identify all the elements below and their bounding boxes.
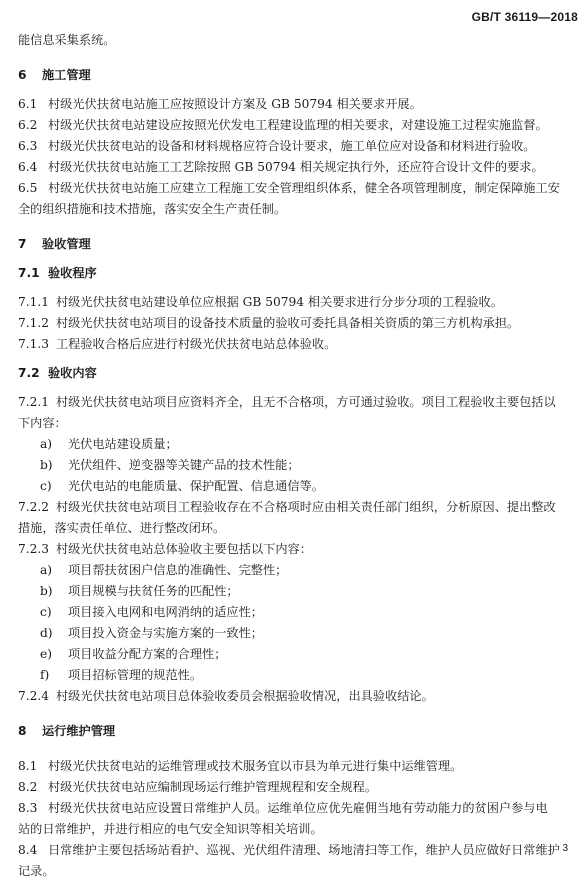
clause-text: 村级光伏扶贫电站建设单位应根据 GB 50794 相关要求进行分步分项的工程验收。 <box>56 295 503 309</box>
clause-text: 工程验收合格后应进行村级光伏扶贫电站总体验收。 <box>56 337 337 351</box>
clause-number: 7.2.3 <box>18 542 50 556</box>
clause-7-2-1-continued: 下内容： <box>18 416 67 430</box>
clause-text: 村级光伏扶贫电站应编制现场运行维护管理规程和安全规程。 <box>48 780 378 794</box>
clause-7-2-1 <box>18 392 578 413</box>
list-text: 项目接入电网和电网消纳的适应性； <box>68 605 263 619</box>
list-item <box>18 623 578 644</box>
list-text: 光伏电站建设质量； <box>68 437 178 451</box>
clause-text: 村级光伏扶贫电站总体验收主要包括以下内容： <box>56 542 312 556</box>
clause-text: 村级光伏扶贫电站项目应资料齐全，且无不合格项，方可通过验收。项目工程验收主要包括以 <box>56 395 556 409</box>
section-8-heading <box>18 721 578 742</box>
list-label: b) <box>40 458 53 472</box>
subsection-title: 验收内容 <box>48 366 97 380</box>
clause-number: 7.1.3 <box>18 337 50 351</box>
clause-text: 日常维护主要包括场站看护、巡视、光伏组件清理、场地清扫等工作，维护人员应做好日常维护 <box>48 843 560 857</box>
clause-number: 7.2.1 <box>18 395 50 409</box>
clause-8-1 <box>18 756 578 777</box>
section-6-heading <box>18 65 578 86</box>
clause-number: 8.2 <box>18 780 38 794</box>
clause-text: 村级光伏扶贫电站施工应按照设计方案及 GB 50794 相关要求开展。 <box>48 97 422 111</box>
clause-number: 6.2 <box>18 118 38 132</box>
list-label: e) <box>40 647 52 661</box>
subsection-number: 7.2 <box>18 366 40 380</box>
subsection-title: 验收程序 <box>48 266 97 280</box>
clause-text: 村级光伏扶贫电站建设应按照光伏发电工程建设监理的相关要求，对建设施工过程实施监督。 <box>48 118 548 132</box>
clause-number: 7.1.2 <box>18 316 50 330</box>
list-item <box>18 455 578 476</box>
list-item <box>18 476 578 497</box>
clause-7-2-2 <box>18 497 578 518</box>
clause-number: 6.5 <box>18 181 38 195</box>
list-item <box>18 602 578 623</box>
clause-6-5-continued: 全的组织措施和技术措施，落实安全生产责任制。 <box>18 202 287 216</box>
list-item <box>18 434 578 455</box>
clause-text: 村级光伏扶贫电站应设置日常维护人员。运维单位应优先雇佣当地有劳动能力的贫困户参与电 <box>48 801 548 815</box>
intro-line: 能信息采集系统。 <box>18 33 116 47</box>
clause-number: 8.3 <box>18 801 38 815</box>
clause-6-5 <box>18 178 578 199</box>
section-title: 施工管理 <box>42 68 91 82</box>
list-item <box>18 644 578 665</box>
clause-7-1-2 <box>18 313 578 334</box>
list-text: 项目投入资金与实施方案的一致性； <box>68 626 263 640</box>
list-text: 光伏组件、逆变器等关键产品的技术性能； <box>68 458 300 472</box>
clause-6-2 <box>18 115 578 136</box>
subsection-7-2-heading <box>18 363 578 384</box>
clause-8-2 <box>18 777 578 798</box>
clause-text: 村级光伏扶贫电站的运维管理或技术服务宜以市县为单元进行集中运维管理。 <box>48 759 463 773</box>
list-label: c) <box>40 605 52 619</box>
list-item <box>18 581 578 602</box>
clause-number: 7.2.4 <box>18 689 50 703</box>
clause-6-3 <box>18 136 578 157</box>
list-text: 项目帮扶贫困户信息的准确性、完整性； <box>68 563 288 577</box>
clause-7-1-3 <box>18 334 578 355</box>
section-number: 6 <box>18 68 27 82</box>
subsection-7-1-heading <box>18 263 578 284</box>
clause-8-3-continued: 站的日常维护，并进行相应的电气安全知识等相关培训。 <box>18 822 323 836</box>
list-text: 项目收益分配方案的合理性； <box>68 647 227 661</box>
clause-number: 6.4 <box>18 160 38 174</box>
clause-text: 村级光伏扶贫电站项目的设备技术质量的验收可委托具备相关资质的第三方机构承担。 <box>56 316 520 330</box>
clause-6-1 <box>18 94 578 115</box>
list-text: 项目招标管理的规范性。 <box>68 668 203 682</box>
clause-8-4-continued: 记录。 <box>18 864 55 878</box>
clause-8-3 <box>18 798 578 819</box>
clause-number: 8.1 <box>18 759 38 773</box>
standard-code: GB/T 36119—2018 <box>471 10 578 24</box>
section-7-heading <box>18 234 578 255</box>
clause-7-1-1 <box>18 292 578 313</box>
clause-7-2-4 <box>18 686 578 707</box>
clause-7-2-2-continued: 措施，落实责任单位、进行整改闭环。 <box>18 521 226 535</box>
section-title: 运行维护管理 <box>42 724 116 738</box>
list-label: f) <box>40 668 50 682</box>
clause-text: 村级光伏扶贫电站施工工艺除按照 GB 50794 相关规定执行外，还应符合设计文件的要求。 <box>48 160 544 174</box>
subsection-number: 7.1 <box>18 266 40 280</box>
list-text: 项目规模与扶贫任务的匹配性； <box>68 584 239 598</box>
list-item <box>18 560 578 581</box>
clause-number: 6.1 <box>18 97 38 111</box>
list-label: a) <box>40 437 53 451</box>
clause-text: 村级光伏扶贫电站的设备和材料规格应符合设计要求，施工单位应对设备和材料进行验收。 <box>48 139 536 153</box>
list-label: b) <box>40 584 53 598</box>
page-number: 3 <box>562 843 568 854</box>
section-number: 7 <box>18 237 27 251</box>
list-text: 光伏电站的电能质量、保护配置、信息通信等。 <box>68 479 324 493</box>
list-label: c) <box>40 479 52 493</box>
clause-text: 村级光伏扶贫电站施工应建立工程施工安全管理组织体系，健全各项管理制度，制定保障施工安 <box>48 181 560 195</box>
clause-text: 村级光伏扶贫电站项目工程验收存在不合格项时应由相关责任部门组织，分析原因、提出整改 <box>56 500 556 514</box>
clause-number: 8.4 <box>18 843 38 857</box>
clause-7-2-3 <box>18 539 578 560</box>
section-title: 验收管理 <box>42 237 91 251</box>
clause-number: 7.2.2 <box>18 500 50 514</box>
document-body <box>18 30 578 882</box>
list-item <box>18 665 578 686</box>
clause-number: 6.3 <box>18 139 38 153</box>
list-label: a) <box>40 563 53 577</box>
clause-8-4 <box>18 840 578 861</box>
section-number: 8 <box>18 724 27 738</box>
clause-6-4 <box>18 157 578 178</box>
clause-text: 村级光伏扶贫电站项目总体验收委员会根据验收情况，出具验收结论。 <box>56 689 434 703</box>
list-label: d) <box>40 626 53 640</box>
clause-number: 7.1.1 <box>18 295 50 309</box>
